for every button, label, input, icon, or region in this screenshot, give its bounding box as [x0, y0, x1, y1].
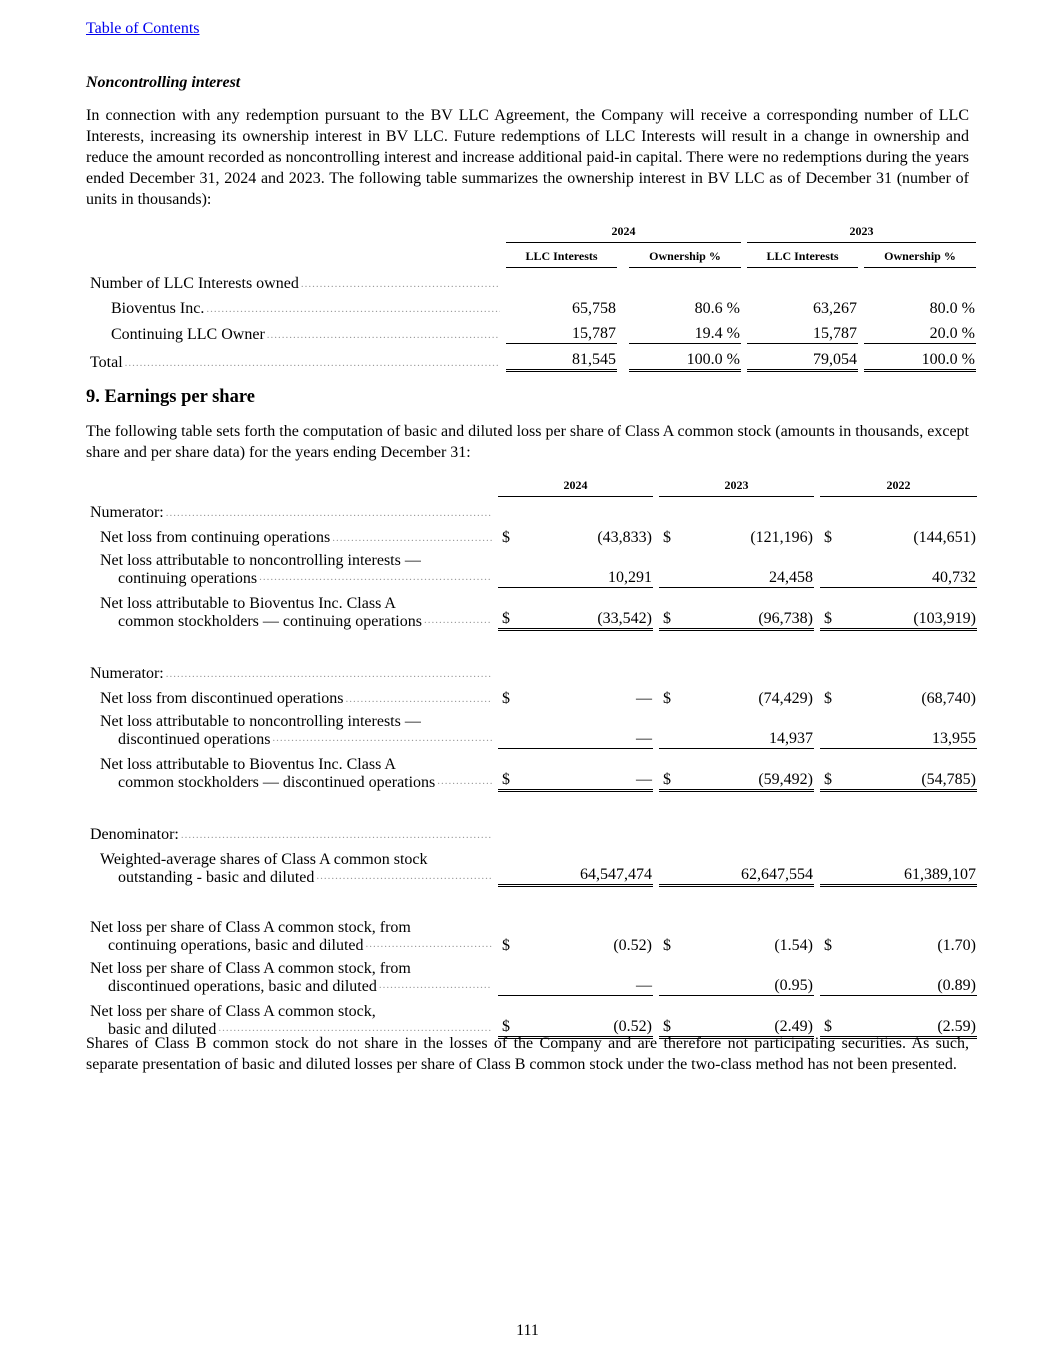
- cell-value: (43,833): [597, 529, 652, 546]
- noncontrolling-interest-heading: Noncontrolling interest: [86, 74, 241, 91]
- column-header: Ownership %: [864, 243, 976, 268]
- cell-value: 62,647,554: [679, 844, 814, 887]
- class-b-footnote: Shares of Class B common stock do not share in the losses of the Company and are therefore not participating securities. As such, separate presentation of basic and diluted losses per share of Class B common stock under the two-class method has not been presented.: [86, 1035, 969, 1073]
- currency-symbol: $: [824, 937, 832, 954]
- year-header: 2023: [659, 477, 814, 497]
- cell-value: (0.89): [840, 955, 977, 996]
- column-header: LLC Interests: [506, 243, 617, 268]
- table-row: [86, 522, 977, 547]
- cell-value: 64,547,474: [518, 844, 653, 887]
- year-header: 2024: [506, 224, 741, 243]
- row-label: Numerator: .....: [86, 658, 492, 683]
- row-label: Net loss attributable to Bioventus Inc. Class A common stockholders — continuing operations .....: [86, 588, 492, 631]
- cell-value: 79,054: [747, 344, 858, 372]
- column-header: LLC Interests: [747, 243, 858, 268]
- cell-value: 15,787: [747, 318, 858, 344]
- cell-value: (59,492): [679, 749, 814, 792]
- row-label: Net loss per share of Class A common stock, from continuing operations, basic and diluted .....: [86, 915, 492, 955]
- cell-value: —: [518, 749, 653, 792]
- table-row: [86, 844, 977, 887]
- currency-symbol: $: [498, 996, 518, 1039]
- currency-symbol: $: [502, 690, 510, 707]
- table-row: [86, 318, 976, 344]
- currency-symbol: $: [663, 529, 671, 546]
- noncontrolling-interest-paragraph: In connection with any redemption pursuant to the BV LLC Agreement, the Company will receive a corresponding number of LLC Interests, increasing its ownership interest in BV LLC. Future redemptions of LLC Interests will result in a change in ownership and reduce the amount recorded as noncontrolling interest and increase additional paid-in capital. There were no redemptions during the years ended December 31, 2024 and 2023. The following table summarizes the ownership interest in BV LLC as of December 31 (number of units in thousands):: [86, 107, 969, 208]
- cell-value: 61,389,107: [840, 844, 977, 887]
- cell-value: —: [636, 690, 652, 707]
- row-label: Continuing LLC Owner .....: [86, 318, 500, 344]
- table-row: [86, 708, 977, 749]
- cell-value: (2.49): [679, 996, 814, 1039]
- page-number: 111: [516, 1322, 539, 1339]
- cell-value: (96,738): [679, 588, 814, 631]
- cell-value: (0.52): [518, 996, 653, 1039]
- cell-value: 15,787: [506, 318, 617, 344]
- table-row: [86, 819, 977, 844]
- cell-value: (74,429): [758, 690, 813, 707]
- row-label: Denominator: .....: [86, 819, 492, 844]
- cell-value: 63,267: [813, 300, 857, 317]
- cell-value: 80.6 %: [694, 300, 740, 317]
- table-row: [86, 547, 977, 588]
- earnings-per-share-heading: 9. Earnings per share: [86, 387, 255, 407]
- cell-value: —: [518, 955, 653, 996]
- cell-value: (68,740): [921, 690, 976, 707]
- cell-value: (121,196): [750, 529, 813, 546]
- cell-value: 100.0 %: [629, 344, 741, 372]
- earnings-per-share-table: [86, 477, 977, 1039]
- cell-value: —: [518, 708, 653, 749]
- cell-value: (1.54): [774, 937, 813, 954]
- cell-value: 10,291: [518, 547, 653, 588]
- cell-value: 80.0 %: [929, 300, 975, 317]
- currency-symbol: $: [824, 690, 832, 707]
- currency-symbol: $: [659, 996, 679, 1039]
- ownership-table: [86, 224, 976, 372]
- row-label: Net loss attributable to noncontrolling interests — continuing operations .....: [86, 547, 492, 588]
- cell-value: 100.0 %: [864, 344, 976, 372]
- table-row: [86, 268, 976, 293]
- table-row: [86, 293, 976, 318]
- currency-symbol: $: [659, 588, 679, 631]
- cell-value: (103,919): [840, 588, 977, 631]
- row-label: Net loss from continuing operations .....: [86, 522, 492, 547]
- table-of-contents-link[interactable]: Table of Contents: [86, 20, 200, 37]
- year-header: 2024: [498, 477, 653, 497]
- table-row: [86, 658, 977, 683]
- currency-symbol: $: [820, 996, 840, 1039]
- currency-symbol: $: [663, 690, 671, 707]
- table-row: [86, 683, 977, 708]
- currency-symbol: $: [498, 588, 518, 631]
- cell-value: (0.95): [679, 955, 814, 996]
- year-header: 2022: [820, 477, 977, 497]
- currency-symbol: $: [663, 937, 671, 954]
- table-row: [86, 344, 976, 372]
- row-label: Net loss from discontinued operations .....: [86, 683, 492, 708]
- table-row: [86, 915, 977, 955]
- row-label: Numerator: .....: [86, 497, 492, 522]
- cell-value: 13,955: [840, 708, 977, 749]
- cell-value: 24,458: [679, 547, 814, 588]
- column-header: Ownership %: [629, 243, 741, 268]
- year-header: 2023: [747, 224, 976, 243]
- cell-value: (33,542): [518, 588, 653, 631]
- row-label: Total .....: [86, 344, 500, 372]
- cell-value: 81,545: [506, 344, 617, 372]
- currency-symbol: $: [820, 588, 840, 631]
- cell-value: (1.70): [937, 937, 976, 954]
- row-label: Bioventus Inc. .....: [86, 293, 500, 318]
- row-label: Net loss per share of Class A common stock, from discontinued operations, basic and diluted .....: [86, 955, 492, 996]
- row-label: Weighted-average shares of Class A common stock outstanding - basic and diluted .....: [86, 844, 492, 887]
- currency-symbol: $: [659, 749, 679, 792]
- currency-symbol: $: [502, 529, 510, 546]
- row-label: Net loss attributable to Bioventus Inc. Class A common stockholders — discontinued operations .....: [86, 749, 492, 792]
- cell-value: (144,651): [913, 529, 976, 546]
- cell-value: 14,937: [679, 708, 814, 749]
- table-row: [86, 497, 977, 522]
- cell-value: 40,732: [840, 547, 977, 588]
- cell-value: (2.59): [840, 996, 977, 1039]
- cell-value: 65,758: [572, 300, 616, 317]
- earnings-per-share-intro: The following table sets forth the computation of basic and diluted loss per share of Class A common stock (amounts in thousands, except share and per share data) for the years ending December 31:: [86, 423, 969, 461]
- currency-symbol: $: [498, 749, 518, 792]
- cell-value: 20.0 %: [864, 318, 976, 344]
- currency-symbol: $: [502, 937, 510, 954]
- row-label: Net loss per share of Class A common stock, basic and diluted .....: [86, 996, 492, 1039]
- cell-value: 19.4 %: [629, 318, 741, 344]
- cell-value: (0.52): [613, 937, 652, 954]
- row-label: Net loss attributable to noncontrolling interests — discontinued operations .....: [86, 708, 492, 749]
- cell-value: (54,785): [840, 749, 977, 792]
- currency-symbol: $: [824, 529, 832, 546]
- table-row: [86, 955, 977, 996]
- table-row: [86, 588, 977, 631]
- table-row: [86, 749, 977, 792]
- currency-symbol: $: [820, 749, 840, 792]
- row-label: Number of LLC Interests owned .....: [86, 268, 500, 293]
